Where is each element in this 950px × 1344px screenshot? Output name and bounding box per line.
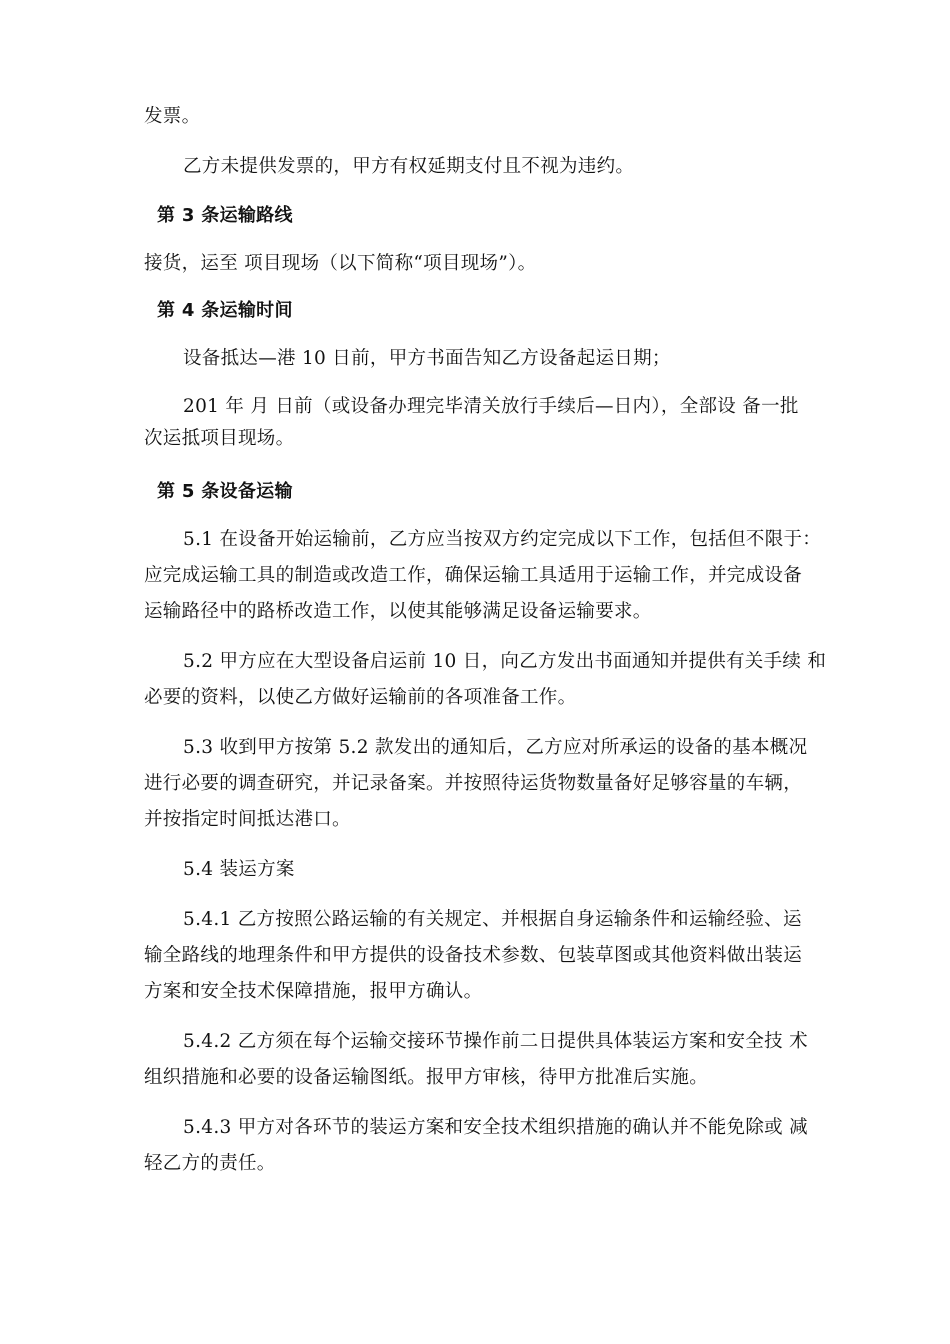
paragraph-line: 组织措施和必要的设备运输图纸。报甲方审核，待甲方批准后实施。 [144, 1067, 709, 1088]
paragraph-line: 发票。 [144, 106, 201, 127]
paragraph-line: 应完成运输工具的制造或改造工作，确保运输工具适用于运输工作，并完成设备 [144, 565, 803, 586]
paragraph-line: 5.3 收到甲方按第 5.2 款发出的通知后，乙方应对所承运的设备的基本概况 [183, 737, 808, 758]
paragraph-line: 轻乙方的责任。 [144, 1153, 276, 1174]
paragraph-line: 5.4.2 乙方须在每个运输交接环节操作前二日提供具体装运方案和安全技 术 [183, 1031, 808, 1052]
paragraph-line: 并按指定时间抵达港口。 [144, 809, 351, 830]
paragraph-line: 5.4 装运方案 [183, 859, 295, 880]
paragraph-line: 201 年 月 日前（或设备办理完毕清关放行手续后—日内），全部设 备一批 [183, 396, 799, 417]
paragraph-line: 5.4.1 乙方按照公路运输的有关规定、并根据自身运输条件和运输经验、运 [183, 909, 802, 930]
paragraph-line: 设备抵达—港 10 日前，甲方书面告知乙方设备起运日期； [183, 348, 671, 369]
section-heading: 第 5 条设备运输 [157, 481, 293, 502]
section-heading: 第 4 条运输时间 [157, 300, 293, 321]
paragraph-line: 运输路径中的路桥改造工作，以使其能够满足设备运输要求。 [144, 601, 652, 622]
paragraph-line: 接货，运至 项目现场（以下简称“项目现场”）。 [144, 253, 537, 274]
paragraph-line: 进行必要的调查研究，并记录备案。并按照待运货物数量备好足够容量的车辆， [144, 773, 803, 794]
paragraph-line: 必要的资料，以使乙方做好运输前的各项准备工作。 [144, 687, 577, 708]
paragraph-line: 输全路线的地理条件和甲方提供的设备技术参数、包装草图或其他资料做出装运 [144, 945, 803, 966]
paragraph-line: 5.4.3 甲方对各环节的装运方案和安全技术组织措施的确认并不能免除或 减 [183, 1117, 808, 1138]
section-heading: 第 3 条运输路线 [157, 205, 293, 226]
paragraph-line: 5.2 甲方应在大型设备启运前 10 日，向乙方发出书面通知并提供有关手续 和 [183, 651, 827, 672]
paragraph-line: 方案和安全技术保障措施，报甲方确认。 [144, 981, 483, 1002]
paragraph-line: 乙方未提供发票的，甲方有权延期支付且不视为违约。 [183, 156, 635, 177]
paragraph-line: 5.1 在设备开始运输前，乙方应当按双方约定完成以下工作，包括但不限于： [183, 529, 822, 550]
paragraph-line: 次运抵项目现场。 [144, 428, 295, 449]
